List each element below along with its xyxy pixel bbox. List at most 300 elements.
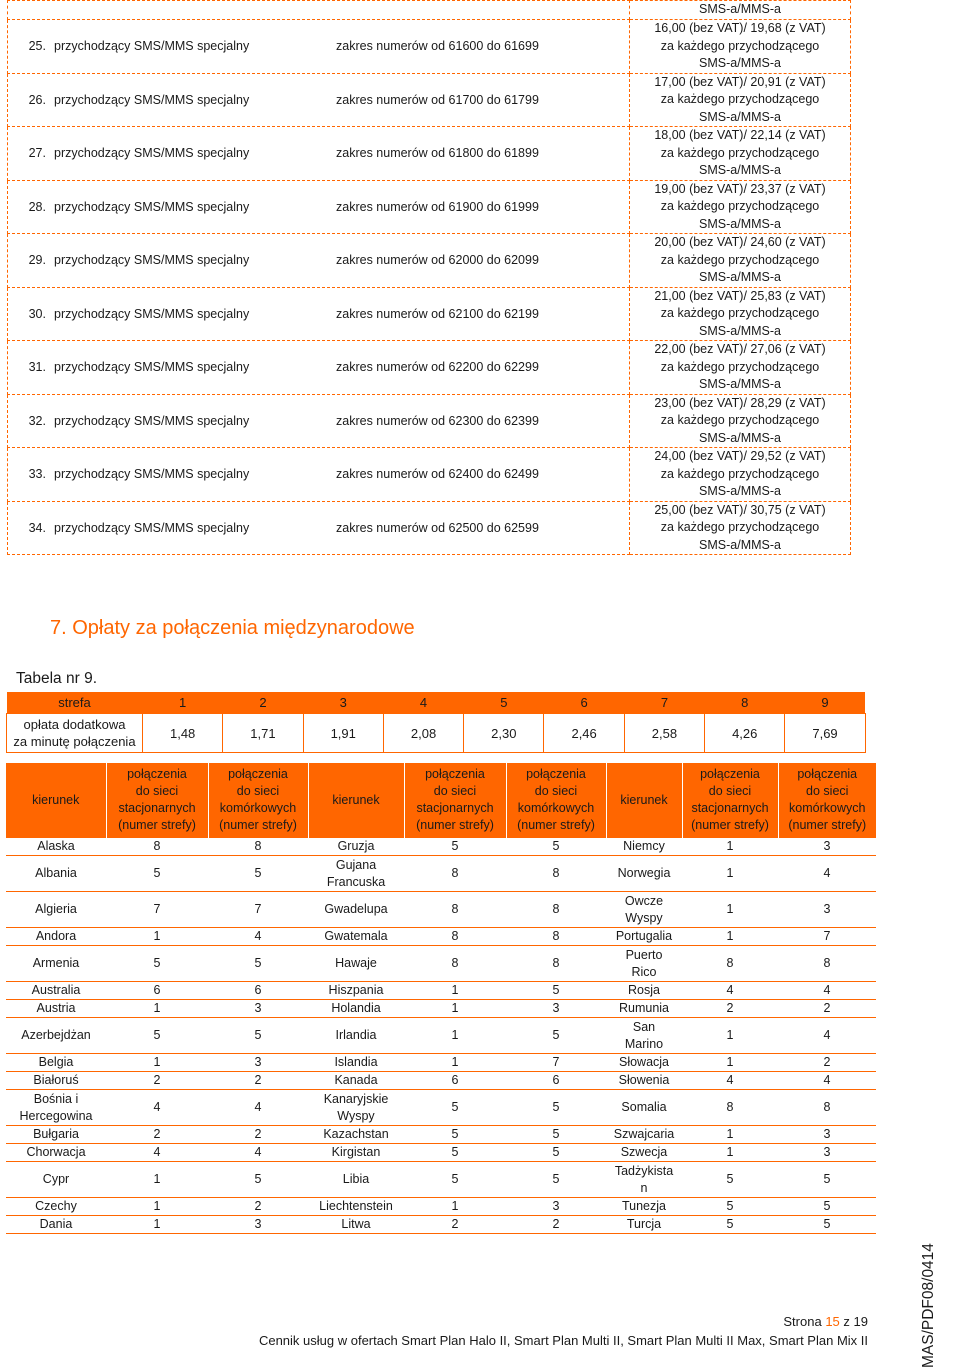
service-name: przychodzący SMS/MMS specjalny	[54, 253, 250, 268]
number-range: zakres numerów od 62300 do 62399	[336, 413, 539, 428]
zone-number: 4	[383, 692, 463, 714]
header-line: (numer strefy)	[788, 818, 867, 832]
fixed-zone: 8	[404, 892, 506, 928]
header-line: połączenia	[526, 767, 586, 781]
country-name-line: Bośnia i	[33, 1091, 79, 1106]
table-row	[8, 394, 851, 448]
price-text: 25,00 (bez VAT)/ 30,75 (z VAT)	[654, 502, 826, 517]
price-cell	[630, 341, 851, 395]
mobile-zone: 8	[506, 856, 606, 892]
service-cell	[8, 127, 630, 181]
country-name	[6, 1144, 106, 1162]
mobile-zone: 3	[506, 1198, 606, 1216]
page-of: z	[843, 1314, 850, 1329]
country-name	[308, 1216, 404, 1234]
country-name	[308, 1054, 404, 1072]
fixed-zone: 5	[404, 1162, 506, 1198]
table-row	[6, 1144, 876, 1162]
price-text: 22,00 (bez VAT)/ 27,06 (z VAT)	[654, 342, 826, 356]
price-cell	[630, 448, 851, 502]
mobile-zone: 3	[778, 1144, 876, 1162]
table-row	[6, 1072, 876, 1090]
header-line: (numer strefy)	[517, 818, 595, 832]
service-cell	[8, 234, 630, 288]
zone-number: 8	[705, 692, 785, 714]
price-text: SMS-a/MMS-a	[699, 377, 781, 391]
country-name	[308, 1018, 404, 1054]
row-number: 29.	[28, 253, 46, 268]
country-name	[308, 892, 404, 928]
country-name-line: Tunezja	[621, 1199, 666, 1213]
fixed-zone: 4	[106, 1144, 208, 1162]
service-name: przychodzący SMS/MMS specjalny	[54, 146, 250, 161]
mobile-zone: 4	[778, 856, 876, 892]
header-line: stacjonarnych	[691, 801, 769, 815]
country-name-line: Norwegia	[617, 866, 671, 880]
country-name	[606, 1090, 682, 1126]
row-number: 32.	[28, 413, 46, 428]
mobile-zone: 5	[208, 946, 308, 982]
country-name-line: Gujana	[335, 857, 377, 872]
zone-surcharge: 1,48	[143, 714, 223, 753]
mobile-zone: 8	[506, 946, 606, 982]
mobile-zone: 6	[208, 982, 308, 1000]
surcharge-label	[7, 714, 143, 753]
zone-surcharge: 1,91	[303, 714, 383, 753]
fixed-zone: 1	[682, 1054, 778, 1072]
price-cell	[630, 127, 851, 181]
price-text: za każdego przychodzącego	[660, 466, 820, 481]
country-name	[308, 1198, 404, 1216]
price-text: SMS-a/MMS-a	[699, 216, 781, 231]
col-direction: kierunek	[606, 763, 682, 838]
country-name-line: Wyspy	[337, 1108, 375, 1123]
header-line: do sieci	[135, 784, 179, 798]
country-name-line: Libia	[342, 1172, 370, 1186]
header-line: do sieci	[806, 784, 849, 798]
mobile-zone: 8	[506, 928, 606, 946]
country-name-line: Słowenia	[618, 1073, 670, 1087]
surcharge-label-line: za minutę połączenia	[13, 734, 136, 749]
mobile-zone: 4	[778, 1018, 876, 1054]
header-line: stacjonarnych	[416, 801, 494, 815]
country-name	[308, 1144, 404, 1162]
price-cell	[630, 501, 851, 555]
price-text: 17,00 (bez VAT)/ 20,91 (z VAT)	[654, 74, 826, 89]
price-text: 20,00 (bez VAT)/ 24,60 (z VAT)	[654, 235, 826, 249]
price-text: 24,00 (bez VAT)/ 29,52 (z VAT)	[654, 449, 826, 463]
price-text: SMS-a/MMS-a	[699, 323, 781, 338]
header-line: połączenia	[700, 767, 760, 781]
country-name	[308, 928, 404, 946]
country-name-line: Turcja	[626, 1217, 662, 1231]
service-cell	[8, 20, 630, 74]
fixed-zone: 5	[106, 1018, 208, 1054]
mobile-zone: 5	[208, 1162, 308, 1198]
mobile-zone: 5	[506, 1144, 606, 1162]
header-line: do sieci	[236, 784, 280, 798]
sms-pricing-table	[7, 0, 851, 555]
page-total: 19	[853, 1314, 868, 1329]
country-name-line: Andora	[35, 929, 77, 943]
row-number: 26.	[28, 92, 46, 107]
fixed-zone: 7	[106, 892, 208, 928]
header-line: połączenia	[127, 767, 187, 781]
country-name-line: Kirgistan	[331, 1145, 381, 1159]
price-cell	[630, 20, 851, 74]
document-code	[920, 1118, 954, 1368]
row-number: 30.	[28, 306, 46, 321]
number-range: zakres numerów od 62000 do 62099	[336, 253, 539, 268]
fixed-zone: 8	[682, 1090, 778, 1126]
zone-number: 7	[624, 692, 704, 714]
country-name-line: Gwatemala	[324, 929, 388, 943]
fixed-zone: 1	[106, 1054, 208, 1072]
service-cell	[8, 394, 630, 448]
row-number: 28.	[28, 199, 46, 214]
fixed-zone: 2	[106, 1072, 208, 1090]
fixed-zone: 5	[404, 1144, 506, 1162]
number-range: zakres numerów od 61700 do 61799	[336, 92, 539, 107]
header-line: komórkowych	[219, 801, 297, 815]
col-fixed	[682, 763, 778, 838]
country-name	[6, 946, 106, 982]
table-row	[6, 838, 876, 856]
fixed-zone: 2	[404, 1216, 506, 1234]
price-text: za każdego przychodzącego	[660, 306, 820, 320]
country-name	[6, 1000, 106, 1018]
header-line: połączenia	[797, 767, 858, 781]
fixed-zone: 1	[682, 856, 778, 892]
zone-surcharge: 4,26	[705, 714, 785, 753]
header-line: komórkowych	[789, 801, 866, 815]
country-name-line: Kanaryjskie	[323, 1091, 389, 1106]
table-row	[6, 892, 876, 928]
service-name: przychodzący SMS/MMS specjalny	[54, 467, 250, 482]
price-cell	[630, 1, 851, 20]
fixed-zone: 5	[404, 1090, 506, 1126]
table-row	[6, 1216, 876, 1234]
service-name: przychodzący SMS/MMS specjalny	[54, 306, 250, 321]
fixed-zone: 1	[404, 1198, 506, 1216]
table-row	[6, 1162, 876, 1198]
fixed-zone: 1	[682, 892, 778, 928]
country-name	[606, 1072, 682, 1090]
row-number: 27.	[28, 146, 46, 161]
mobile-zone: 4	[208, 1144, 308, 1162]
number-range: zakres numerów od 61900 do 61999	[336, 199, 539, 214]
header-line: (numer strefy)	[219, 818, 297, 832]
country-name-line: Holandia	[331, 1001, 381, 1015]
country-name	[606, 892, 682, 928]
country-name	[6, 1018, 106, 1054]
country-name-line: Słowacja	[618, 1055, 670, 1069]
zone-number: 6	[544, 692, 624, 714]
fixed-zone: 8	[404, 946, 506, 982]
zone-number: 2	[223, 692, 303, 714]
number-range: zakres numerów od 62400 do 62499	[336, 467, 539, 482]
mobile-zone: 8	[778, 946, 876, 982]
country-name-line: Owcze	[624, 893, 664, 908]
country-name-line: Szwecja	[620, 1145, 668, 1159]
fixed-zone: 8	[106, 838, 208, 856]
table-label: Tabela nr 9.	[16, 670, 97, 687]
zone-surcharge: 2,46	[544, 714, 624, 753]
fixed-zone: 6	[106, 982, 208, 1000]
table-row	[8, 20, 851, 74]
zone-number: 9	[785, 692, 865, 714]
price-text: SMS-a/MMS-a	[699, 537, 781, 552]
mobile-zone: 5	[208, 1018, 308, 1054]
fixed-zone: 8	[682, 946, 778, 982]
mobile-zone: 3	[208, 1216, 308, 1234]
number-range: zakres numerów od 61800 do 61899	[336, 146, 539, 161]
table-row	[8, 180, 851, 234]
fixed-zone: 1	[106, 1216, 208, 1234]
mobile-zone: 5	[506, 982, 606, 1000]
price-text: 21,00 (bez VAT)/ 25,83 (z VAT)	[654, 288, 826, 303]
country-name-line: Irlandia	[335, 1028, 377, 1042]
country-name-line: n	[640, 1180, 648, 1195]
price-cell	[630, 287, 851, 341]
country-name-line: Francuska	[326, 874, 386, 889]
table-row	[6, 856, 876, 892]
country-name-line: Białoruś	[33, 1073, 79, 1087]
document-code-text: MAS/PDF08/0414	[920, 1243, 937, 1368]
mobile-zone: 5	[506, 1162, 606, 1198]
mobile-zone: 3	[208, 1000, 308, 1018]
mobile-zone: 4	[208, 1090, 308, 1126]
country-name	[606, 1198, 682, 1216]
row-number: 34.	[28, 520, 46, 535]
page-current: 15	[825, 1314, 840, 1329]
country-name-line: Australia	[31, 983, 81, 997]
country-name	[606, 1126, 682, 1144]
zone-surcharge: 2,30	[464, 714, 544, 753]
zone-number: 3	[303, 692, 383, 714]
price-text: SMS-a/MMS-a	[699, 430, 781, 445]
country-name-line: Wyspy	[625, 910, 663, 925]
service-name: przychodzący SMS/MMS specjalny	[54, 413, 250, 428]
country-name-line: Czechy	[35, 1199, 77, 1213]
table-row	[6, 928, 876, 946]
fixed-zone: 5	[682, 1216, 778, 1234]
fixed-zone: 1	[106, 1162, 208, 1198]
service-cell	[8, 180, 630, 234]
zone-surcharge: 1,71	[223, 714, 303, 753]
country-name	[308, 1090, 404, 1126]
mobile-zone: 8	[208, 838, 308, 856]
table-row	[8, 501, 851, 555]
mobile-zone: 2	[778, 1000, 876, 1018]
fixed-zone: 1	[404, 1054, 506, 1072]
country-name-line: Tadżykista	[614, 1163, 674, 1178]
table-row	[6, 1090, 876, 1126]
table-row	[6, 1018, 876, 1054]
country-name	[606, 928, 682, 946]
country-name-line: Niemcy	[623, 839, 665, 853]
table-row	[6, 1126, 876, 1144]
table-row	[8, 287, 851, 341]
country-name	[308, 838, 404, 856]
fixed-zone: 1	[404, 1018, 506, 1054]
fixed-zone: 2	[106, 1126, 208, 1144]
country-name-line: Albania	[35, 866, 77, 880]
fixed-zone: 6	[404, 1072, 506, 1090]
price-cell	[630, 180, 851, 234]
fixed-zone: 1	[682, 838, 778, 856]
country-name	[606, 982, 682, 1000]
service-cell	[8, 341, 630, 395]
document-footer: Cennik usług w ofertach Smart Plan Halo II, Smart Plan Multi II, Smart Plan Multi II Max, Smart Plan Mix II	[258, 1333, 868, 1348]
country-name-line: Islandia	[334, 1055, 378, 1069]
country-name	[606, 1216, 682, 1234]
country-name	[606, 1144, 682, 1162]
table-row	[8, 448, 851, 502]
country-name	[308, 982, 404, 1000]
country-name	[6, 982, 106, 1000]
country-name-line: Kazachstan	[323, 1127, 389, 1141]
country-name-line: Armenia	[32, 956, 80, 970]
country-name-line: Puerto	[625, 947, 663, 962]
country-name	[308, 1000, 404, 1018]
country-name	[606, 1000, 682, 1018]
col-fixed	[106, 763, 208, 838]
price-text: SMS-a/MMS-a	[699, 270, 781, 284]
table-row	[6, 982, 876, 1000]
mobile-zone: 7	[506, 1054, 606, 1072]
fixed-zone: 5	[404, 838, 506, 856]
fixed-zone: 8	[404, 856, 506, 892]
country-name-line: Rumunia	[618, 1001, 670, 1015]
service-cell	[8, 448, 630, 502]
mobile-zone: 5	[778, 1198, 876, 1216]
mobile-zone: 3	[778, 1126, 876, 1144]
mobile-zone: 4	[778, 1072, 876, 1090]
country-name-line: Azerbejdżan	[21, 1028, 91, 1042]
mobile-zone: 5	[208, 856, 308, 892]
service-cell	[8, 73, 630, 127]
fixed-zone: 1	[682, 1126, 778, 1144]
country-name-line: Alaska	[37, 839, 75, 853]
country-name-line: Algieria	[35, 902, 77, 916]
price-text: za każdego przychodzącego	[660, 199, 820, 213]
price-text: 18,00 (bez VAT)/ 22,14 (z VAT)	[654, 128, 826, 142]
fixed-zone: 2	[682, 1000, 778, 1018]
zone-number: 1	[143, 692, 223, 714]
zone-header-row	[7, 692, 866, 714]
service-name: przychodzący SMS/MMS specjalny	[54, 39, 250, 54]
country-name	[6, 1054, 106, 1072]
col-direction: kierunek	[6, 763, 106, 838]
price-cell	[630, 73, 851, 127]
price-text: za każdego przychodzącego	[660, 145, 820, 160]
country-name-line: Portugalia	[615, 929, 673, 943]
country-name-line: Marino	[624, 1036, 664, 1051]
zone-surcharge: 2,58	[624, 714, 704, 753]
price-text: SMS-a/MMS-a	[699, 163, 781, 177]
service-cell	[8, 501, 630, 555]
fixed-zone: 5	[404, 1126, 506, 1144]
country-name	[606, 1054, 682, 1072]
header-line: do sieci	[708, 784, 752, 798]
table-row	[6, 946, 876, 982]
row-number: 25.	[28, 39, 46, 54]
price-text: 23,00 (bez VAT)/ 28,29 (z VAT)	[654, 395, 826, 410]
page-number	[783, 1314, 868, 1329]
country-name	[6, 928, 106, 946]
mobile-zone: 3	[778, 838, 876, 856]
country-name-line: Austria	[36, 1001, 76, 1015]
country-zone-table	[6, 763, 876, 1234]
country-name-line: Litwa	[341, 1217, 371, 1231]
zone-values-row	[7, 714, 866, 753]
mobile-zone: 3	[778, 892, 876, 928]
fixed-zone: 5	[106, 856, 208, 892]
fixed-zone: 1	[404, 982, 506, 1000]
col-mobile	[208, 763, 308, 838]
price-text: za każdego przychodzącego	[660, 413, 820, 427]
country-name-line: Hercegowina	[19, 1108, 93, 1123]
zone-number: 5	[464, 692, 544, 714]
mobile-zone: 5	[506, 1090, 606, 1126]
row-number: 33.	[28, 467, 46, 482]
table-cell	[8, 1, 630, 20]
price-text: za każdego przychodzącego	[660, 38, 820, 53]
price-text: 19,00 (bez VAT)/ 23,37 (z VAT)	[654, 181, 826, 196]
table-row	[6, 1000, 876, 1018]
country-name-line: Somalia	[621, 1100, 667, 1114]
fixed-zone: 8	[404, 928, 506, 946]
country-name-line: Cypr	[42, 1172, 70, 1186]
country-name	[606, 1018, 682, 1054]
price-cell	[630, 234, 851, 288]
price-text: za każdego przychodzącego	[660, 359, 820, 374]
country-name	[6, 1072, 106, 1090]
country-name	[606, 1162, 682, 1198]
country-name	[606, 838, 682, 856]
price-text: SMS-a/MMS-a	[699, 109, 781, 124]
price-cell	[630, 394, 851, 448]
fixed-zone: 5	[682, 1162, 778, 1198]
price-text: 16,00 (bez VAT)/ 19,68 (z VAT)	[654, 21, 826, 35]
fixed-zone: 5	[106, 946, 208, 982]
header-line: komórkowych	[517, 801, 595, 815]
price-text: za każdego przychodzącego	[660, 92, 820, 106]
country-name	[6, 856, 106, 892]
mobile-zone: 4	[778, 982, 876, 1000]
table-row	[6, 1198, 876, 1216]
table-row-partial	[8, 1, 851, 20]
section-title: 7. Opłaty za połączenia międzynarodowe	[50, 617, 415, 639]
price-text: za każdego przychodzącego	[660, 520, 820, 534]
number-range: zakres numerów od 62100 do 62199	[336, 306, 539, 321]
service-name: przychodzący SMS/MMS specjalny	[54, 92, 250, 107]
mobile-zone: 5	[506, 1018, 606, 1054]
page-prefix: Strona	[783, 1314, 822, 1329]
country-name-line: Liechtenstein	[319, 1199, 393, 1213]
header-line: (numer strefy)	[416, 818, 494, 832]
service-name: przychodzący SMS/MMS specjalny	[54, 520, 250, 535]
table-row	[6, 1054, 876, 1072]
mobile-zone: 4	[208, 928, 308, 946]
mobile-zone: 2	[208, 1126, 308, 1144]
number-range: zakres numerów od 62500 do 62599	[336, 520, 539, 535]
header-line: (numer strefy)	[691, 818, 769, 832]
country-name-line: Belgia	[38, 1055, 74, 1069]
country-name-line: San	[632, 1019, 656, 1034]
mobile-zone: 6	[506, 1072, 606, 1090]
